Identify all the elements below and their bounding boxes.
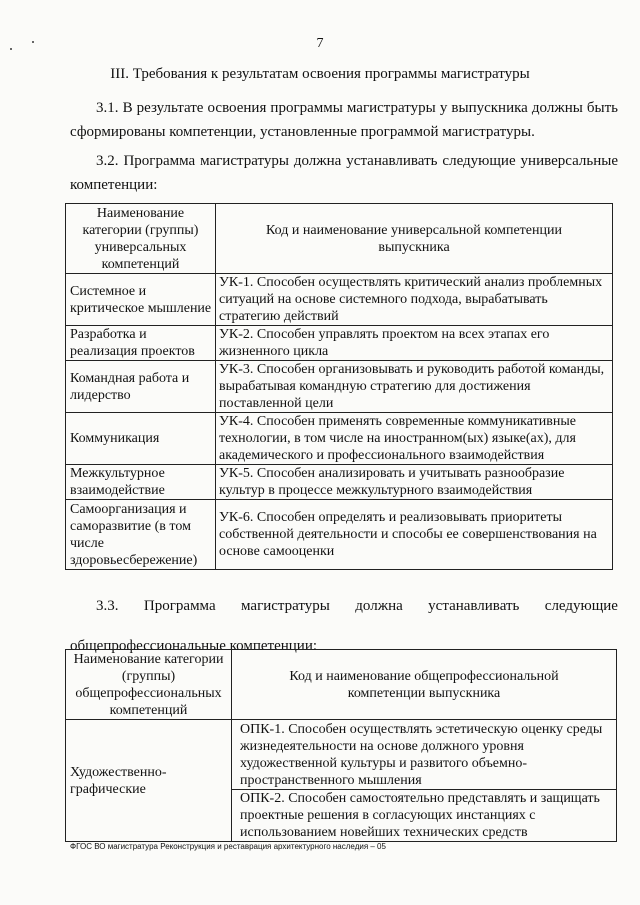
word: Программа — [143, 598, 216, 614]
header-code: Код и наименование универсальной компетенции выпускника — [216, 204, 613, 274]
header-code: Код и наименование общепрофессиональной компетенции выпускника — [232, 650, 617, 720]
paragraph-3-3-line2: общепрофессиональные компетенции: — [70, 638, 318, 654]
category-cell: Системное и критическое мышление — [66, 274, 216, 326]
competence-cell: УК-4. Способен применять современные коммуникативные технологии, в том числе на иностранном(ых) языке(ах), для академического и профессионального взаимодействия — [216, 413, 613, 465]
footer-note: ФГОС ВО магистратура Реконструкция и реставрация архитектурного наследия – 05 — [70, 842, 386, 851]
competence-cell: УК-5. Способен анализировать и учитывать разнообразие культур в процессе межкультурного взаимодействия — [216, 465, 613, 500]
paragraph-3-1: 3.1. В результате освоения программы магистратуры у выпускника должны быть сформированы компетенции, установленные программой магистратуры. — [70, 100, 618, 140]
table-header-row — [66, 650, 617, 720]
category-cell: Самоорганизация и саморазвитие (в том числе здоровьесбережение) — [66, 500, 216, 570]
section-title: III. Требования к результатам освоения программы магистратуры — [110, 66, 530, 82]
table-row — [66, 326, 613, 361]
page-number: 7 — [316, 36, 324, 51]
competence-cell: УК-2. Способен управлять проектом на всех этапах его жизненного цикла — [216, 326, 613, 361]
category-cell: Командная работа и лидерство — [66, 361, 216, 413]
general-competencies-table — [65, 649, 617, 842]
word: устанавливать — [428, 598, 520, 614]
competence-cell: УК-6. Способен определять и реализовывать приоритеты собственной деятельности и способы ее совершенствования на основе самооценки — [216, 500, 613, 570]
table-row — [66, 500, 613, 570]
table-row — [66, 720, 617, 790]
competence-cell: ОПК-2. Способен самостоятельно представлять и защищать проектные решения в согласующих инстанциях с использованием новейших технических средств — [232, 790, 617, 842]
competence-cell: УК-1. Способен осуществлять критический анализ проблемных ситуаций на основе системного подхода, вырабатывать стратегию действий — [216, 274, 613, 326]
word: 3.3. — [96, 598, 119, 614]
category-cell: Разработка и реализация проектов — [66, 326, 216, 361]
word: магистратуры — [241, 598, 330, 614]
category-cell: Художественно-графические — [66, 720, 232, 842]
table-header-row — [66, 204, 613, 274]
competence-cell: УК-3. Способен организовывать и руководить работой команды, вырабатывая командную стратегию для достижения поставленной цели — [216, 361, 613, 413]
paragraph-3-3-line1 — [70, 594, 618, 618]
word: следующие — [544, 598, 618, 614]
table-row — [66, 274, 613, 326]
category-cell: Межкультурное взаимодействие — [66, 465, 216, 500]
header-category: Наименование категории (группы) общепрофессиональных компетенций — [66, 650, 232, 720]
header-category: Наименование категории (группы) универсальных компетенций — [66, 204, 216, 274]
table-row — [66, 465, 613, 500]
competence-cell: ОПК-1. Способен осуществлять эстетическую оценку среды жизнедеятельности на основе должного уровня художественной культуры и развитого объемно-пространственного мышления — [232, 720, 617, 790]
word: должна — [355, 598, 403, 614]
universal-competencies-table — [65, 203, 613, 570]
table-row — [66, 361, 613, 413]
category-cell: Коммуникация — [66, 413, 216, 465]
table-row — [66, 413, 613, 465]
paragraph-3-2: 3.2. Программа магистратуры должна устанавливать следующие универсальные компетенции: — [70, 153, 618, 193]
